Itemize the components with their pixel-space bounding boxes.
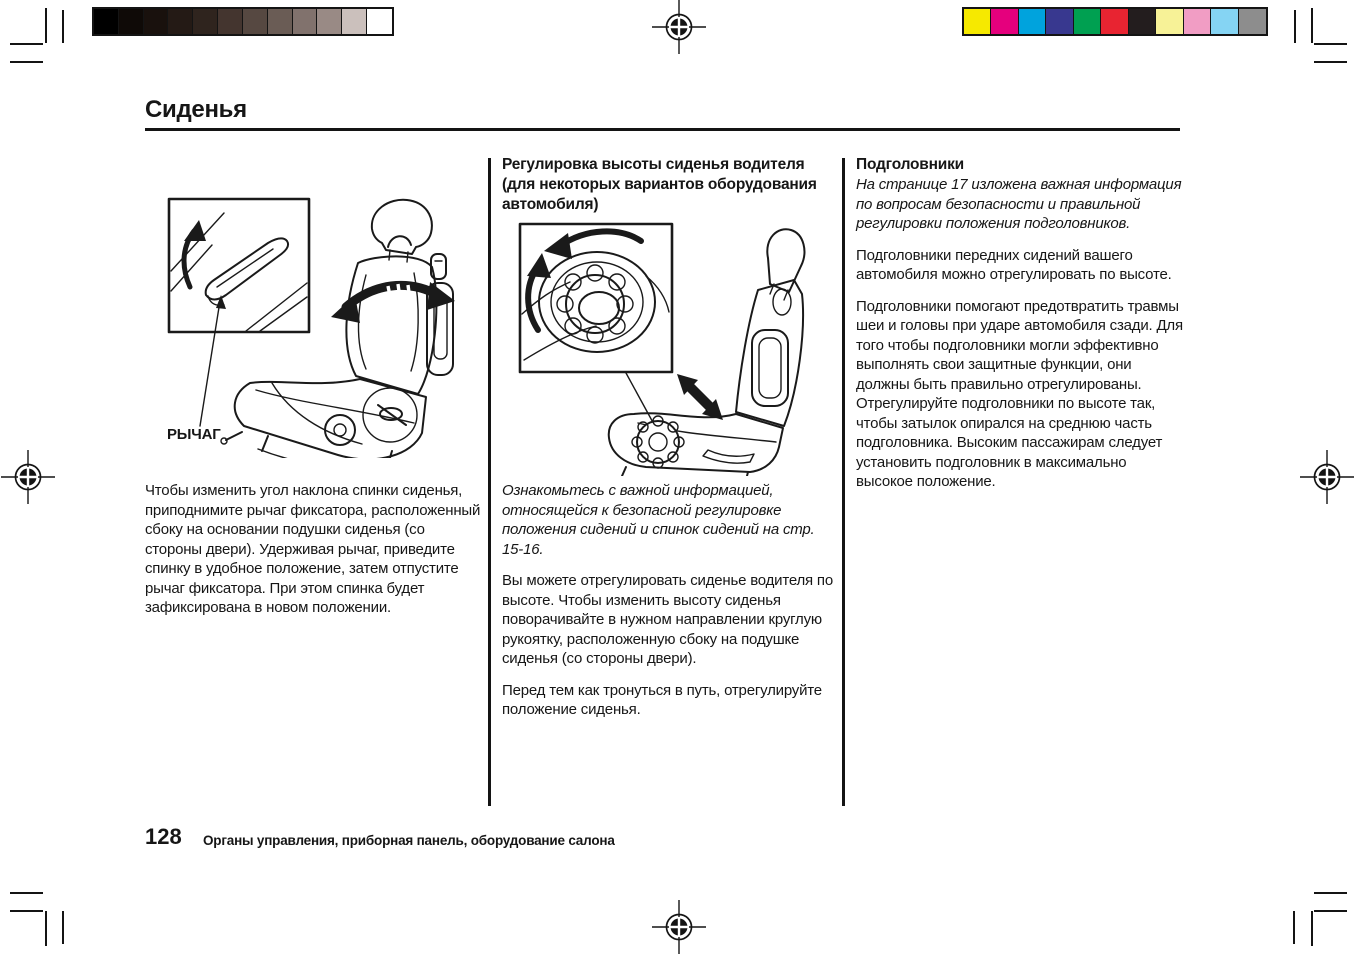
crop-mark	[1314, 892, 1347, 894]
lever-figure-label: РЫЧАГ	[167, 426, 221, 443]
calibration-swatch	[119, 9, 144, 34]
crop-mark	[1314, 61, 1347, 63]
page-number: 128	[145, 824, 182, 849]
safety-note: Ознакомьтесь с важной информацией, относящейся к безопасной регулировке положения сидений и спинок сидений на стр. 15-16.	[502, 482, 815, 558]
crop-mark	[62, 10, 64, 43]
crop-mark	[45, 8, 47, 43]
section-heading: Регулировка высоты сиденья водителя (для некоторых вариантов оборудования автомобиля)	[502, 156, 817, 213]
calibration-swatch	[317, 9, 342, 34]
calibration-swatch	[342, 9, 367, 34]
column-divider	[488, 158, 491, 806]
registration-mark-icon	[652, 0, 706, 54]
calibration-swatch	[218, 9, 243, 34]
left-column-text	[145, 481, 481, 630]
paragraph: Чтобы изменить угол наклона спинки сиденья, приподнимите рычаг фиксатора, расположенный сбоку на основании подушки сиденья (со стороны двери). Удерживая рычаг, приведите спинку в удобное положение, затем отпустите рычаг фиксатора. При этом спинка будет зафиксирована в новом положении.	[145, 482, 481, 616]
grayscale-calibration-bar	[92, 7, 394, 36]
paragraph: Подголовники помогают предотвратить травмы шеи и головы при ударе автомобиля сзади. Для того чтобы подголовники могли эффективно выполнять свои защитные функции, они должны быть правильно отрегулированы. Отрегулируйте подголовники по высоте так, чтобы затылок опирался на среднюю часть подголовника. Высоким пассажирам следует установить подголовник в максимально высокое положение.	[856, 297, 1183, 490]
paragraph: Вы можете отрегулировать сиденье водителя по высоте. Чтобы изменить высоту сиденья поворачивайте в нужном направлении круглую рукоятку, расположенную сбоку на подушке сиденья (со стороны двери).	[502, 572, 833, 667]
calibration-swatch	[964, 9, 991, 34]
lever-inset-figure	[169, 199, 309, 332]
crop-mark	[1314, 910, 1347, 912]
calibration-swatch	[144, 9, 169, 34]
calibration-swatch	[1239, 9, 1266, 34]
calibration-swatch	[367, 9, 392, 34]
column-divider	[842, 158, 845, 806]
calibration-swatch	[1101, 9, 1128, 34]
middle-column-heading-block	[502, 155, 840, 227]
seat-height-figure	[498, 218, 838, 476]
calibration-swatch	[243, 9, 268, 34]
calibration-swatch	[1184, 9, 1211, 34]
section-heading: Подголовники	[856, 156, 964, 173]
crop-mark	[45, 911, 47, 946]
calibration-swatch	[1129, 9, 1156, 34]
page-title: Сиденья	[145, 96, 247, 123]
registration-mark-icon	[652, 900, 706, 954]
calibration-swatch	[1046, 9, 1073, 34]
crop-mark	[62, 911, 64, 944]
seat-drawing	[221, 200, 453, 458]
crop-mark	[10, 43, 43, 45]
crop-mark	[1311, 8, 1313, 43]
crop-mark	[1311, 911, 1313, 946]
calibration-swatch	[1156, 9, 1183, 34]
right-column-text	[856, 155, 1186, 504]
registration-mark-icon	[1, 450, 55, 504]
crop-mark	[1293, 911, 1295, 944]
color-calibration-bar	[962, 7, 1268, 36]
calibration-swatch	[293, 9, 318, 34]
calibration-swatch	[1019, 9, 1046, 34]
calibration-swatch	[1211, 9, 1238, 34]
calibration-swatch	[168, 9, 193, 34]
leader-line	[200, 295, 226, 426]
calibration-swatch	[991, 9, 1018, 34]
middle-column-text	[502, 481, 836, 732]
paragraph: Перед тем как тронуться в путь, отрегулируйте положение сиденья.	[502, 681, 822, 718]
safety-note: На странице 17 изложена важная информация по вопросам безопасности и правильной регулировки положения подголовников.	[856, 176, 1182, 232]
seat-recline-figure	[150, 183, 480, 458]
crop-mark	[10, 892, 43, 894]
knob-inset-figure	[520, 224, 672, 372]
crop-mark	[10, 910, 43, 912]
height-arrow-icon	[677, 374, 723, 420]
leader-line	[626, 373, 656, 428]
calibration-swatch	[268, 9, 293, 34]
calibration-swatch	[1074, 9, 1101, 34]
crop-mark	[1294, 10, 1296, 43]
registration-mark-icon	[1300, 450, 1354, 504]
calibration-swatch	[193, 9, 218, 34]
calibration-swatch	[94, 9, 119, 34]
crop-mark	[10, 61, 43, 63]
paragraph: Подголовники передних сидений вашего автомобиля можно отрегулировать по высоте.	[856, 246, 1172, 283]
footer-section-title: Органы управления, приборная панель, оборудование салона	[203, 833, 615, 848]
title-rule	[145, 128, 1180, 131]
crop-mark	[1314, 43, 1347, 45]
